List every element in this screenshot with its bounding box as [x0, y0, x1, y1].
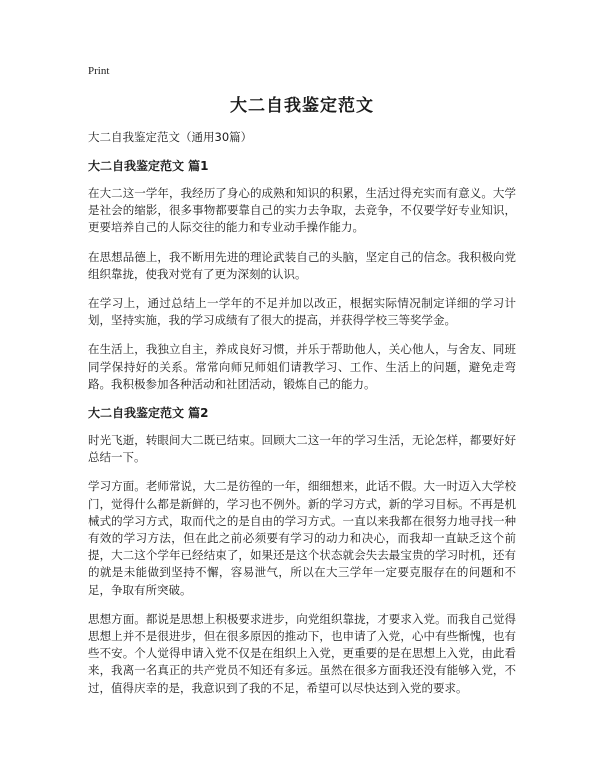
document-subtitle: 大二自我鉴定范文（通用30篇）	[88, 130, 253, 144]
section-heading: 大二自我鉴定范文 篇2	[88, 406, 209, 421]
section-heading: 大二自我鉴定范文 篇1	[88, 159, 209, 173]
paragraph: 学习方面。老师常说，大二是彷徨的一年，细细想来，此话不假。大一时迈入大学校门，觉得什么都是新鲜的，学习也不例外。新的学习方式，新的学习目标。不再是机械式的学习方式，取而代之的是自由的学习方式。一直以来我都在很努力地寻找一种有效的学习方法，但在此之前必须要有学习的动力和决心，而我却一直缺乏这个前提，大二这个学年已经结束了，如果还是这个状态就会失去最宝贵的学习时机，还有的就是未能做到坚持不懈，容易泄气，所以在大三学年一定要克服存在的问题和不足，争取有所突破。	[88, 479, 516, 597]
print-label[interactable]: Print	[88, 65, 110, 77]
paragraph: 时光飞逝，转眼间大二既已结束。回顾大二这一年的学习生活，无论怎样，都要好好总结一下。	[88, 433, 516, 465]
paragraph: 在大二这一学年，我经历了身心的成熟和知识的积累，生活过得充实而有意义。大学是社会的缩影，很多事物都要靠自己的实力去争取，去竞争，不仅要学好专业知识，更要培养自己的人际交往的能力和专业动手操作能力。	[88, 186, 516, 235]
paragraph: 思想方面。都说是思想上积极要求进步，向党组织靠拢，才要求入党。而我自己觉得思想上并不是很进步，但在很多原因的推动下，也申请了入党，心中有些惭愧，也有些不安。个人觉得申请入党不仅是在组织上入党，更重要的是在思想上入党，由此看来，我离一名真正的共产党员不知还有多远。虽然在很多方面我还没有能够入党，不过，值得庆幸的是，我意识到了我的不足，希望可以尽快达到入党的要求。	[88, 611, 516, 695]
document-page	[88, 64, 516, 709]
section-1	[88, 158, 516, 393]
paragraph: 在生活上，我独立自主，养成良好习惯，并乐于帮助他人，关心他人，与舍友、同班同学保持好的关系。常常向师兄师姐们请教学习、工作、生活上的问题，避免走弯路。我积极参加各种活动和社团活动，锻炼自己的能力。	[88, 342, 516, 391]
section-2	[88, 405, 516, 697]
paragraph: 在思想品德上，我不断用先进的理论武装自己的头脑，坚定自己的信念。我积极向党组织靠拢，使我对党有了更为深刻的认识。	[88, 249, 516, 281]
paragraph: 在学习上，通过总结上一学年的不足并加以改正，根据实际情况制定详细的学习计划，坚持实施，我的学习成绩有了很大的提高，并获得学校三等奖学金。	[88, 296, 516, 328]
document-title: 大二自我鉴定范文	[230, 96, 374, 116]
